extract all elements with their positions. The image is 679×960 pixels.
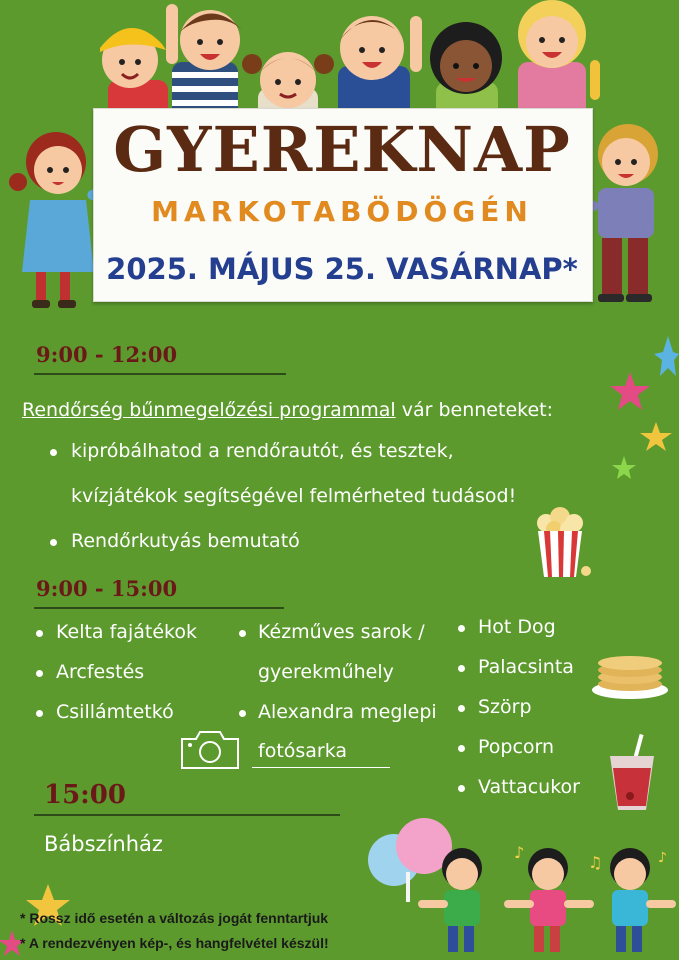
divider bbox=[34, 373, 286, 375]
kid-green-shirt bbox=[418, 848, 482, 952]
activity-item: fotósarka bbox=[258, 740, 348, 762]
music-note-icon: ♫ bbox=[588, 853, 603, 872]
food-item: Vattacukor bbox=[478, 776, 580, 798]
event-location: MARKOTABÖDÖGÉN bbox=[151, 195, 533, 228]
kid-pink-shirt bbox=[504, 848, 594, 952]
kid-striped-shirt bbox=[166, 4, 242, 118]
children-illustration bbox=[80, 0, 610, 118]
underline bbox=[252, 767, 390, 768]
footnote-weather: * Rossz idő esetén a változás jogát fenntartjuk bbox=[20, 910, 329, 926]
star-icon bbox=[612, 456, 636, 479]
event-title: GYEREKNAP bbox=[113, 113, 571, 186]
bullet bbox=[458, 745, 465, 752]
food-item: Szörp bbox=[478, 696, 532, 718]
bullet bbox=[50, 539, 57, 546]
music-note-icon: ♪ bbox=[658, 850, 667, 866]
star-icon bbox=[640, 422, 672, 451]
bullet bbox=[36, 710, 43, 717]
activity-item: Csillámtetkó bbox=[56, 701, 174, 723]
activity-item: Kézműves sarok / bbox=[258, 621, 425, 643]
kid-blonde bbox=[518, 0, 600, 118]
police-program-intro: Rendőrség bűnmegelőzési programmal vár benneteket: bbox=[22, 399, 553, 421]
bullet bbox=[239, 630, 246, 637]
dancing-kids-illustration bbox=[418, 842, 679, 960]
food-item: Popcorn bbox=[478, 736, 555, 758]
list-item: kipróbálhatod a rendőrautót, és tesztek, bbox=[71, 440, 454, 462]
puppet-show: Bábszínház bbox=[44, 832, 163, 856]
bullet bbox=[36, 670, 43, 677]
pancakes-icon bbox=[590, 648, 670, 700]
list-item: kvízjátékok segítségével felmérheted tudásod! bbox=[71, 485, 517, 507]
food-item: Hot Dog bbox=[478, 616, 556, 638]
kid-curly-hair bbox=[430, 22, 502, 118]
time-slot-1: 9:00 - 12:00 bbox=[36, 342, 178, 367]
bullet bbox=[458, 625, 465, 632]
camera-icon bbox=[178, 729, 242, 771]
bullet bbox=[458, 785, 465, 792]
bullet bbox=[458, 665, 465, 672]
bullet bbox=[50, 449, 57, 456]
kid-yellow-cap bbox=[100, 28, 168, 118]
kid-brown-hair bbox=[338, 16, 422, 118]
activity-item: gyerekműhely bbox=[258, 661, 394, 683]
activity-item: Kelta fajátékok bbox=[56, 621, 197, 643]
bullet bbox=[458, 705, 465, 712]
activity-item: Arcfestés bbox=[56, 661, 145, 683]
popcorn-icon bbox=[530, 505, 596, 579]
activity-item: Alexandra meglepi bbox=[258, 701, 437, 723]
time-slot-2: 9:00 - 15:00 bbox=[36, 576, 178, 601]
event-date: 2025. MÁJUS 25. VASÁRNAP* bbox=[106, 252, 578, 286]
food-item: Palacsinta bbox=[478, 656, 574, 678]
star-icon bbox=[610, 372, 650, 410]
star-icon bbox=[654, 336, 679, 376]
bullet bbox=[36, 630, 43, 637]
music-note-icon: ♪ bbox=[514, 843, 525, 862]
bullet bbox=[239, 710, 246, 717]
police-program-link: Rendőrség bűnmegelőzési programmal bbox=[22, 399, 396, 421]
time-slot-3: 15:00 bbox=[44, 780, 126, 810]
divider bbox=[34, 607, 284, 609]
drink-icon bbox=[600, 734, 664, 814]
stars-decoration-right bbox=[604, 336, 679, 486]
divider bbox=[34, 814, 340, 816]
footnote-recording: * A rendezvényen kép-, és hangfelvétel készül! bbox=[20, 935, 329, 951]
list-item: Rendőrkutyás bemutató bbox=[71, 530, 300, 552]
